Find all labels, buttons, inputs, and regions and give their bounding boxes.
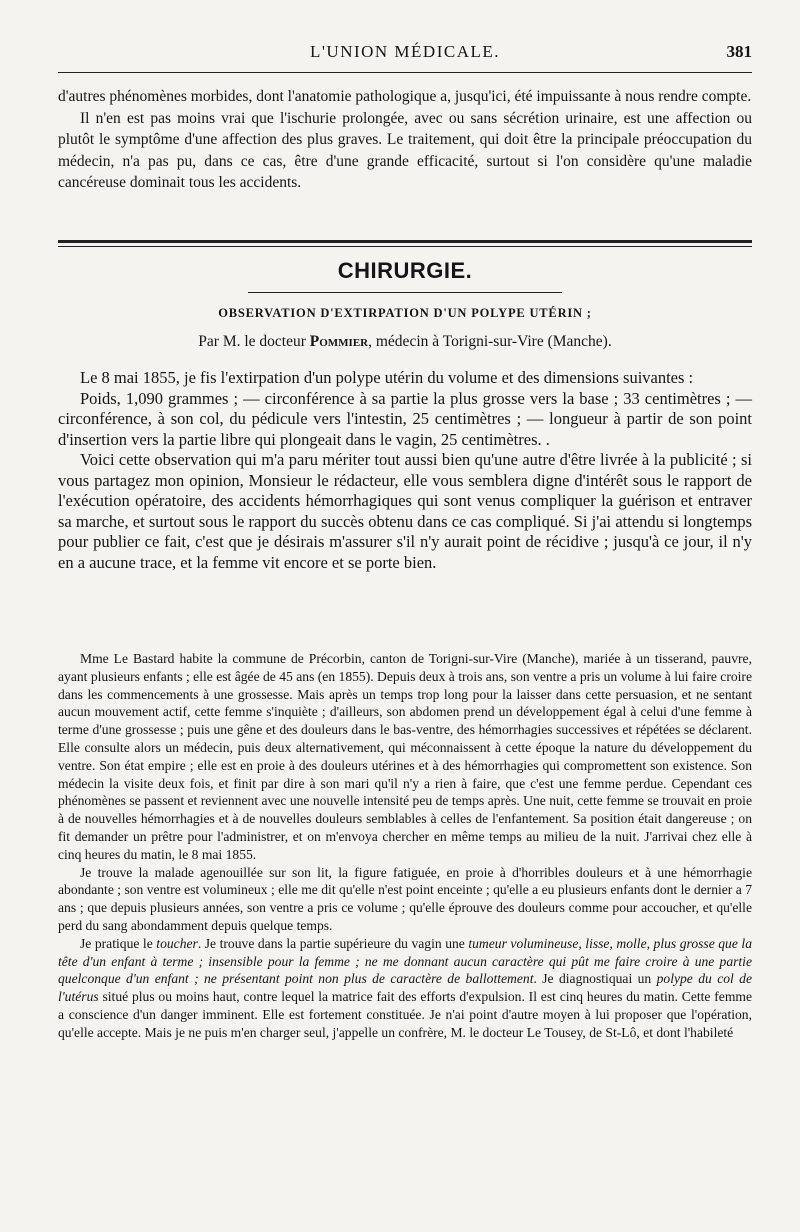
running-header [58, 42, 752, 68]
header-rule [58, 72, 752, 73]
paragraph [58, 935, 752, 1042]
text-run: Je pratique le [80, 935, 157, 951]
paragraph: Le 8 mai 1855, je fis l'extirpation d'un polype utérin du volume et des dimensions suivantes : [80, 368, 694, 387]
paragraph: Il n'en est pas moins vrai que l'ischurie prolongée, avec ou sans sécrétion urinaire, est une affection ou plutôt le symptôme d'une affection des plus graves. Le traitement, qui doit être la principale préoccupation du médecin, n'a pas pu, dans ce cas, être d'une grande efficacité, surtout si l'on considère qu'une maladie cancéreuse dominait tous les accidents. [58, 109, 752, 191]
byline-prefix: Par M. le docteur [198, 333, 306, 350]
section-divider-thin [58, 246, 752, 247]
italic-run: polype du col de l'utérus [58, 971, 753, 1005]
previous-article-ending [58, 86, 752, 194]
article-introduction [58, 368, 752, 573]
article-title: OBSERVATION D'EXTIRPATION D'UN POLYPE UTÉRIN ; [218, 306, 592, 320]
text-run: situé plus ou moins haut, contre lequel la matrice fait des efforts d'expulsion. Il est cinq heures du matin. Cette femme a conscience d'un danger imminent. Elle est fortement constituée. Je n'ai point d'autre moyen à lui proposer que l'opération, qu'elle accepte. Mais je ne puis m'en charger seul, j'appelle un confrère, M. le docteur Le Tousey, de St-Lô, et dont l'habileté [58, 989, 752, 1040]
paragraph: d'autres phénomènes morbides, dont l'anatomie pathologique a, jusqu'ici, été impuissante à nous rendre compte. [58, 88, 752, 105]
paragraph: Je trouve la malade agenouillée sur son lit, la figure fatiguée, en proie à d'horribles douleurs et à une hémorrhagie abondante ; son ventre est volumineux ; elle me dit qu'elle n'est point enceinte ; qu'elle a eu plusieurs enfants dont le dernier a 7 ans ; que depuis plusieurs années, son ventre a pris ce volume ; qu'elle éprouve des douleurs comme pour accoucher, et qu'elle perd du sang abondamment depuis quelque temps. [58, 864, 752, 933]
text-run: . Je trouve dans la partie supérieure du vagin une [197, 935, 469, 951]
byline-suffix: , médecin à Torigni-sur-Vire (Manche). [368, 333, 612, 350]
author-name: Pommier [309, 333, 369, 350]
italic-run: tumeur volumineuse, lisse, molle, plus grosse que la tête d'un enfant à terme ; insensible pour la femme ; ne me donnant aucun caractère qui pût me faire croire à une partie quelconque d'un enfant ; ne présentant point non plus de caractère de ballottement [58, 935, 753, 987]
title-rule [248, 292, 562, 293]
paragraph: Voici cette observation qui m'a paru mériter tout aussi bien qu'une autre d'être livrée à la publicité ; si vous partagez mon opinion, Monsieur le rédacteur, elle vous semblera digne d'intérêt sous le rapport de l'exécution opératoire, des accidents hémorrhagiques qui sont venus compliquer la guérison et entraver sa marche, et surtout sous le rapport du succès obtenu dans ce cas compliqué. Si j'ai attendu si longtemps pour publier ce fait, c'est que je désirais m'assurer s'il n'y aurait point de récidive ; jusqu'à ce jour, il n'y en a aucune trace, et la femme vit encore et se porte bien. [58, 450, 752, 572]
section-divider-thick [58, 240, 752, 243]
observation-text [58, 650, 752, 1042]
section-title: CHIRURGIE. [337, 258, 473, 283]
paragraph: Mme Le Bastard habite la commune de Précorbin, canton de Torigni-sur-Vire (Manche), mariée à un tisserand, pauvre, ayant plusieurs enfants ; elle est âgée de 45 ans (en 1855). Depuis deux à trois ans, son ventre a pris un volume à lui faire croire dans les commencements à une grossesse. Mais après un temps trop long pour la laisser dans cette persuasion, et ne sentant aucun mouvement actif, cette femme s'inquiète ; d'ailleurs, son abdomen prend un développement égal à celui d'une femme à terme d'une grossesse ; puis une gêne et des douleurs dans le bas-ventre, des hémorrhagies successives et répétées se déclarent. Elle consulte alors un médecin, puis deux alternativement, qui méconnaissent à cette époque la nature du développement du ventre. Son état empire ; elle est en proie à des douleurs utérines et à des hémorrhagies qui compromettent son existence. Son médecin la visite deux fois, et finit par dire à son mari qu'il n'y a rien à faire, que c'est une femme perdue. Cependant ces phénomènes se passent et reviennent avec une nouvelle intensité peu de temps après. Une nuit, cette femme se trouvait en proie à de nouvelles hémorrhagies et à de nouvelles douleurs semblables à celles de l'enfantement. Sa position était dangereuse ; on fit demander un prêtre pour l'administrer, et on m'envoya chercher en même temps au milieu de la nuit. J'arrivai chez elle à cinq heures du matin, le 8 mai 1855. [58, 651, 752, 862]
italic-run: toucher [156, 935, 198, 951]
page-number: 381 [726, 42, 752, 61]
running-title: L'UNION MÉDICALE. [309, 42, 501, 61]
byline [58, 333, 752, 351]
text-run: . Je diagnostiquai un [533, 971, 657, 987]
paragraph: Poids, 1,090 grammes ; — circonférence à sa partie la plus grosse vers la base ; 33 centimètres ; — circonférence, à son col, du pédicule vers l'intestin, 25 centimètres ; — longueur à partir de son point d'insertion vers la partie libre qui plongeait dans le vagin, 25 centimètres. . [58, 388, 752, 449]
